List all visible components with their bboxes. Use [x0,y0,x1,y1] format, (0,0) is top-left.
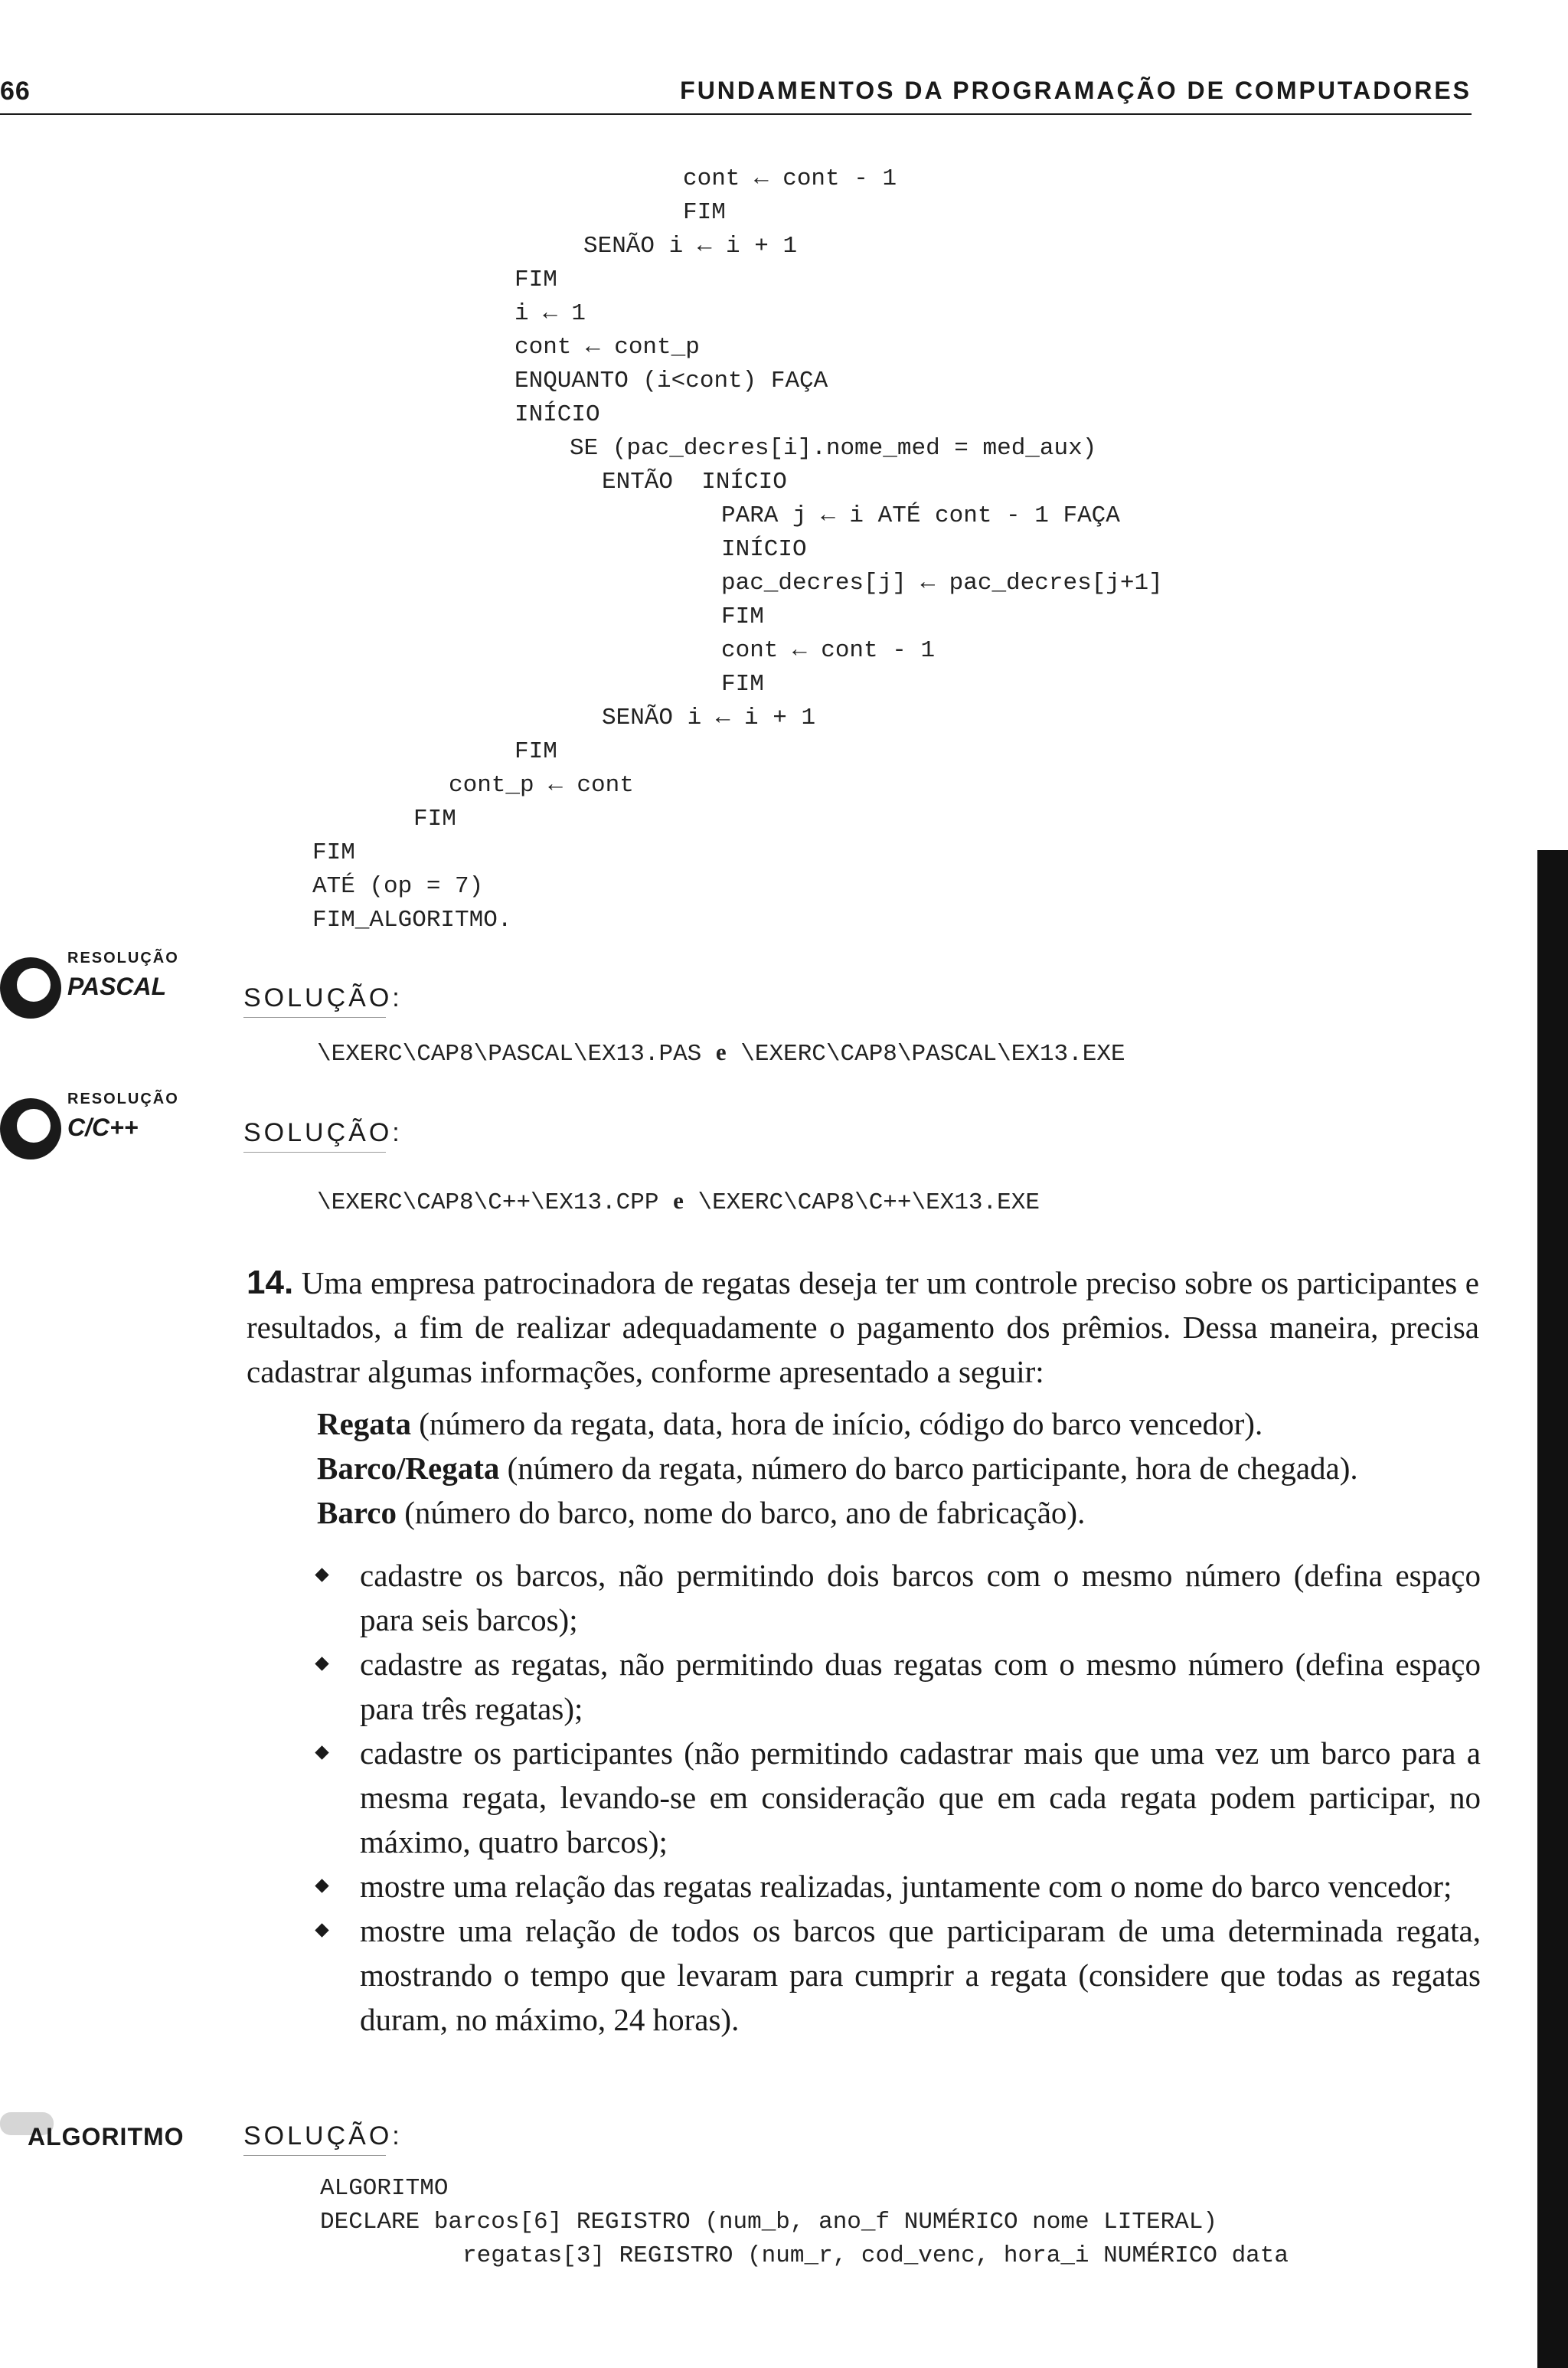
code-line: FIM [312,839,355,866]
pascal-file-paths [317,1038,1125,1068]
code-line: FIM [721,603,764,630]
code-line: regatas[3] REGISTRO (num_r, cod_venc, hora_i NUMÉRICO data [462,2242,1289,2269]
code-line: PARA j ← i ATÉ cont - 1 FAÇA [721,502,1120,529]
disc-icon [0,1098,61,1159]
code-line: ENQUANTO (i<cont) FAÇA [514,368,828,394]
code-line: cont ← cont_p [514,334,700,361]
code-line: ALGORITMO [320,2175,449,2202]
definition-term: Barco [317,1495,397,1530]
solution-underline [243,1017,386,1018]
code-line: DECLARE barcos[6] REGISTRO (num_b, ano_f NUMÉRICO nome LITERAL) [320,2209,1217,2236]
diamond-bullet-icon [315,1568,328,1581]
code-line: FIM [683,199,726,226]
code-line: FIM_ALGORITMO. [312,907,512,934]
badge-language: PASCAL [67,973,167,1000]
code-line: INÍCIO [514,401,600,428]
list-item-text: cadastre os barcos, não permitindo dois barcos com o mesmo número (defina espaço para seis barcos); [360,1558,1481,1637]
code-line: FIM [514,267,557,293]
code-line: FIM [413,806,456,832]
list-item [317,1864,1481,1908]
requirements-list [317,1553,1481,2042]
solution-underline [243,1152,386,1153]
code-line: pac_decres[j] ← pac_decres[j+1] [721,570,1163,597]
cpp-file-paths [317,1187,1040,1216]
list-item [317,1553,1481,1642]
code-line: SENÃO i ← i + 1 [583,233,798,260]
disc-icon [0,957,61,1019]
definition-line [317,1402,1263,1446]
header-rule [0,113,1472,115]
definition-desc: (número da regata, número do barco participante, hora de chegada). [499,1451,1358,1486]
list-item-text: cadastre as regatas, não permitindo duas regatas com o mesmo número (defina espaço para três regatas); [360,1647,1481,1726]
exercise-number: 14. [247,1264,294,1301]
list-item [317,1908,1481,2042]
conjunction: e [673,1187,684,1214]
pascal-resolution-badge [0,950,230,1042]
definition-term: Barco/Regata [317,1451,500,1486]
solution-underline [243,2155,386,2156]
diamond-bullet-icon [315,1879,328,1892]
list-item-text: mostre uma relação das regatas realizadas, juntamente com o nome do barco vencedor; [360,1869,1452,1904]
definition-line [317,1446,1358,1490]
badge-label: ALGORITMO [28,2123,185,2150]
badge-language: C/C++ [67,1114,139,1141]
algorithm-badge [0,2108,230,2169]
diamond-bullet-icon [315,1657,328,1670]
list-item-text: cadastre os participantes (não permitindo cadastrar mais que uma vez um barco para a mesma regata, levando-se em consideração que em cada regata podem participar, no máximo, quatro barcos); [360,1735,1481,1859]
file-path: \EXERC\CAP8\C++\EX13.EXE [697,1189,1040,1216]
exercise-intro [247,1261,1479,1394]
code-line: ENTÃO INÍCIO [602,469,787,496]
badge-caption: RESOLUÇÃO [67,950,179,966]
solution-label: SOLUÇÃO: [243,1118,403,1147]
solution-label: SOLUÇÃO: [243,2121,403,2150]
code-line: SE (pac_decres[i].nome_med = med_aux) [570,435,1097,462]
cpp-resolution-badge [0,1091,230,1182]
definition-desc: (número do barco, nome do barco, ano de fabricação). [397,1495,1086,1530]
file-path: \EXERC\CAP8\C++\EX13.CPP [317,1189,659,1216]
definition-term: Regata [317,1406,411,1441]
page-edge-shadow [1537,850,1568,2368]
code-line: i ← 1 [514,300,586,327]
code-line: SENÃO i ← i + 1 [602,705,816,731]
file-path: \EXERC\CAP8\PASCAL\EX13.EXE [740,1041,1125,1068]
list-item [317,1642,1481,1731]
diamond-bullet-icon [315,1745,328,1759]
code-line: ATÉ (op = 7) [312,873,484,900]
code-line: cont_p ← cont [449,772,634,799]
file-path: \EXERC\CAP8\PASCAL\EX13.PAS [317,1041,702,1068]
code-line: cont ← cont - 1 [683,165,897,192]
definition-desc: (número da regata, data, hora de início, código do barco vencedor). [410,1406,1263,1441]
code-line: FIM [514,738,557,765]
list-item [317,1731,1481,1864]
code-line: INÍCIO [721,536,807,563]
running-header-title: FUNDAMENTOS DA PROGRAMAÇÃO DE COMPUTADORES [680,77,1472,104]
diamond-bullet-icon [315,1923,328,1937]
code-line: cont ← cont - 1 [721,637,936,664]
definition-line [317,1490,1085,1535]
badge-caption: RESOLUÇÃO [67,1091,179,1107]
solution-label: SOLUÇÃO: [243,983,403,1012]
exercise-text: Uma empresa patrocinadora de regatas deseja ter um controle preciso sobre os participantes e resultados, a fim de realizar adequadamente o pagamento dos prêmios. Dessa maneira, precisa cadastrar algumas informações, conforme apresentado a seguir: [247,1265,1480,1389]
code-line: FIM [721,671,764,698]
page-number: 66 [0,77,31,106]
conjunction: e [715,1038,727,1065]
list-item-text: mostre uma relação de todos os barcos que participaram de uma determinada regata, mostrando o tempo que levaram para cumprir a regata (considere que todas as regatas duram, no máximo, 24 horas). [360,1913,1481,2037]
